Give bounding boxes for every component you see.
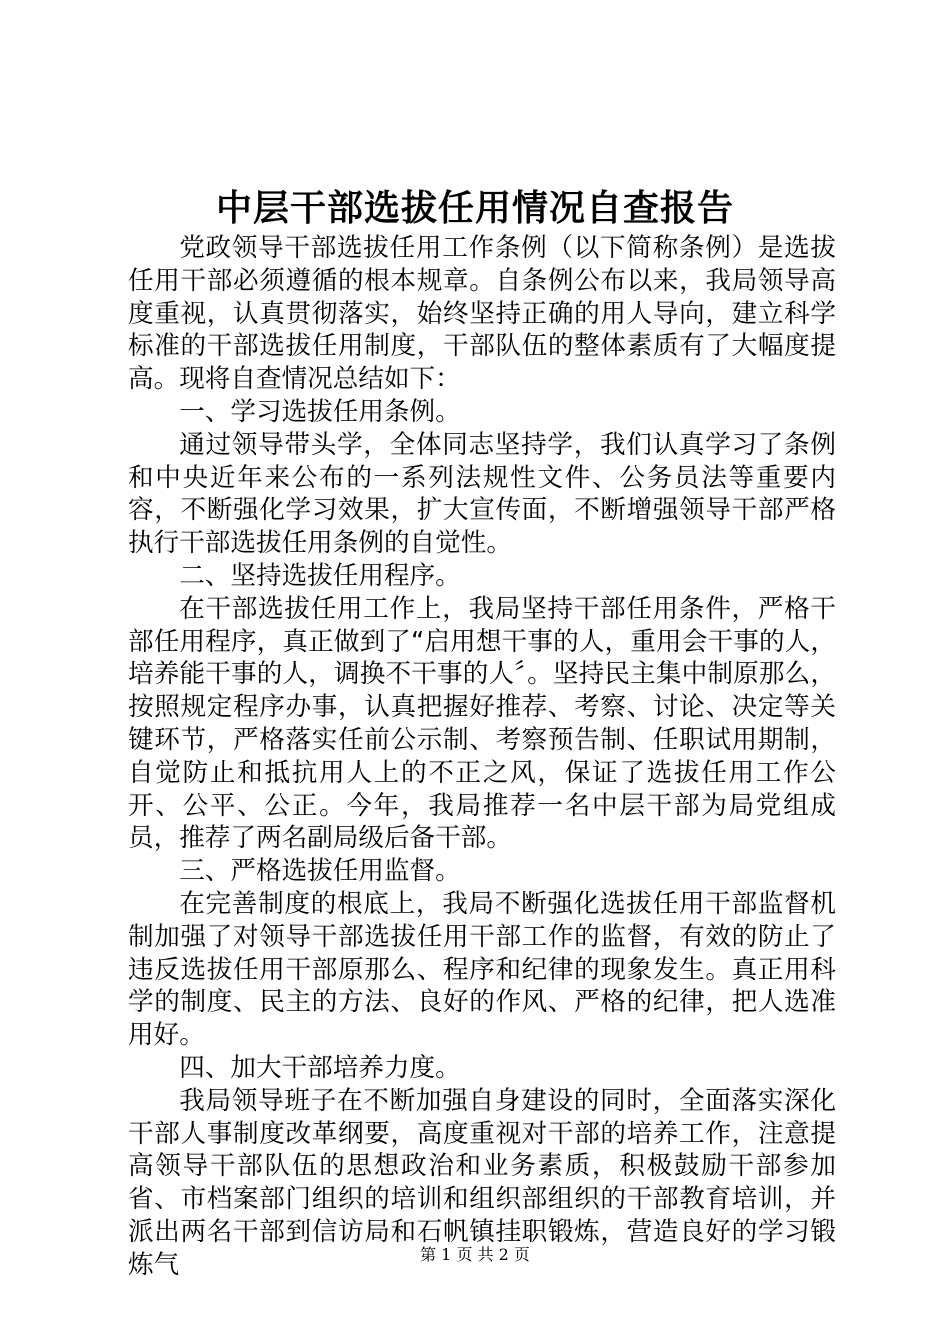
page-number: 第 1 页 共 2 页: [420, 1245, 530, 1264]
section-paragraph-3: 在完善制度的根底上，我局不断强化选拔任用干部监督机制加强了对领导干部选拔任用干部工作的监督，有效的防止了违反选拔任用干部原那么、程序和纪律的现象发生。真正用科学的制度、民主的方法、良好的作风、严格的纪律，把人选准用好。: [128, 888, 836, 1051]
section-heading-2: 二、坚持选拔任用程序。: [179, 560, 461, 591]
section-paragraph-4: 我局领导班子在不断加强自身建设的同时，全面落实深化干部人事制度改革纲要，高度重视对干部的培养工作，注意提高领导干部队伍的思想政治和业务素质，积极鼓励干部参加省、市档案部门组织的培训和组织部组织的干部教育培训，并派出两名干部到信访局和石帆镇挂职锻炼，营造良好的学习锻炼气: [128, 1085, 836, 1280]
section-paragraph-1: 通过领导带头学，全体同志坚持学，我们认真学习了条例和中央近年来公布的一系列法规性文件、公务员法等重要内容，不断强化学习效果，扩大宣传面，不断增强领导干部严格执行干部选拔任用条例的自觉性。: [128, 429, 836, 559]
section-paragraph-2: 在干部选拔任用工作上，我局坚持干部任用条件，严格干部任用程序，真正做到了“启用想干事的人，重用会干事的人，培养能干事的人，调换不干事的人〞。坚持民主集中制原那么，按照规定程序办事，认真把握好推荐、考察、讨论、决定等关键环节，严格落实任前公示制、考察预告制、任职试用期制，自觉防止和抵抗用人上的不正之风，保证了选拔任用工作公开、公平、公正。今年，我局推荐一名中层干部为局党组成员，推荐了两名副局级后备干部。: [128, 593, 836, 854]
document-body: [128, 232, 836, 1282]
intro-paragraph: 党政领导干部选拔任用工作条例（以下简称条例）是选拔任用干部必须遵循的根本规章。自条例公布以来，我局领导高度重视，认真贯彻落实，始终坚持正确的用人导向，建立科学标准的干部选拔任用制度，干部队伍的整体素质有了大幅度提高。现将自查情况总结如下：: [128, 233, 836, 395]
section-heading-1: 一、学习选拔任用条例。: [179, 396, 461, 427]
section-heading-3: 三、严格选拔任用监督。: [179, 856, 461, 887]
document-title: 中层干部选拔任用情况自查报告: [215, 187, 734, 229]
section-heading-4: 四、加大干部培养力度。: [179, 1052, 461, 1083]
